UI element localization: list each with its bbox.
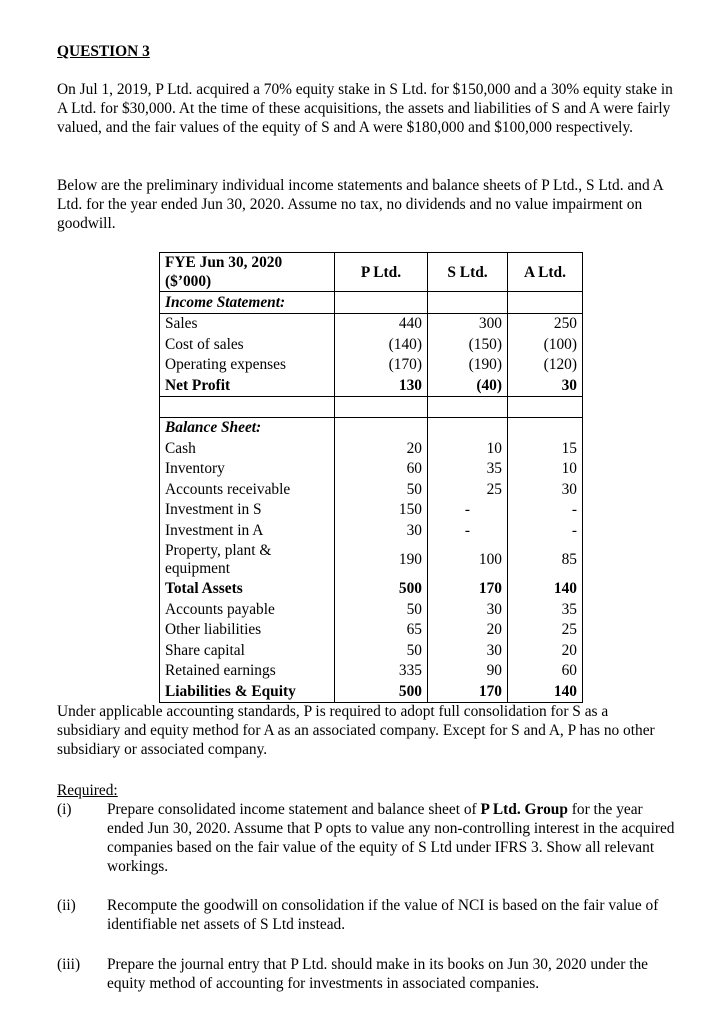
row-label: Operating expenses <box>160 355 335 376</box>
requirement-number: (ii) <box>57 897 76 914</box>
cell-a: 25 <box>508 620 583 641</box>
cell-p: 335 <box>335 661 428 682</box>
table-row <box>160 313 583 334</box>
cell-a: 20 <box>508 640 583 661</box>
cell-s: - <box>428 520 508 541</box>
intro-paragraph: On Jul 1, 2019, P Ltd. acquired a 70% equity stake in S Ltd. for $150,000 and a 30% equity stake in A Ltd. for $30,000. At the time of these acquisitions, the assets and liabilities of S and A were fairly valued, and the fair values of the equity of S and A were $180,000 and $100,000 respectively. <box>57 81 673 136</box>
cell-s: (40) <box>428 375 508 396</box>
requirement-number: (i) <box>57 801 72 818</box>
cell-s: 35 <box>428 459 508 480</box>
question-heading: QUESTION 3 <box>57 43 150 60</box>
row-label: Accounts payable <box>160 599 335 620</box>
cell-s: 10 <box>428 438 508 459</box>
cell-p: 50 <box>335 599 428 620</box>
cell-s: 90 <box>428 661 508 682</box>
requirement-text: Recompute the goodwill on consolidation if the value of NCI is based on the fair value of identifiable net assets of S Ltd instead. <box>107 897 659 933</box>
required-title: Required: <box>57 782 118 799</box>
cell-a: (100) <box>508 334 583 355</box>
cell-a: - <box>508 520 583 541</box>
table-row <box>160 438 583 459</box>
row-label: Liabilities & Equity <box>160 681 335 702</box>
row-label: Sales <box>160 313 335 334</box>
cell-p: 130 <box>335 375 428 396</box>
cell-a: 30 <box>508 375 583 396</box>
cell-s: 100 <box>428 541 508 579</box>
cell-s: 300 <box>428 313 508 334</box>
cell-p: 440 <box>335 313 428 334</box>
cell-s: - <box>428 500 508 521</box>
requirement-text: Prepare consolidated income statement and balance sheet of P Ltd. Group for the year ended Jun 30, 2020. Assume that P opts to value any non-controlling interest in the acquired companies based on the fair value of the equity of S Ltd under IFRS 3. Show all relevant workings. <box>107 801 675 875</box>
cell-p: 50 <box>335 640 428 661</box>
cell-a: 35 <box>508 599 583 620</box>
cell-p: 30 <box>335 520 428 541</box>
header-period: FYE Jun 30, 2020 ($’000) <box>160 253 335 292</box>
row-label: Share capital <box>160 640 335 661</box>
requirement-text: Prepare the journal entry that P Ltd. should make in its books on Jun 30, 2020 under the equity method of accounting for investments in associated companies. <box>107 956 649 992</box>
header-p-ltd: P Ltd. <box>335 253 428 292</box>
table-row <box>160 375 583 396</box>
requirement-item <box>57 800 677 876</box>
requirement-number: (iii) <box>57 956 81 973</box>
instructions-paragraph: Below are the preliminary individual income statements and balance sheets of P Ltd., S Ltd. and A Ltd. for the year ended Jun 30, 2020. Assume no tax, no dividends and no value impairment on goodwill. <box>57 177 663 232</box>
cell-s: 25 <box>428 479 508 500</box>
row-label: Cash <box>160 438 335 459</box>
income-statement-title: Income Statement: <box>160 292 335 314</box>
cell-p: 20 <box>335 438 428 459</box>
row-label: Inventory <box>160 459 335 480</box>
row-label: Net Profit <box>160 375 335 396</box>
cell-p: 190 <box>335 541 428 579</box>
cell-p: 50 <box>335 479 428 500</box>
cell-a: 30 <box>508 479 583 500</box>
requirement-item <box>57 896 677 934</box>
cell-s: 30 <box>428 640 508 661</box>
financial-statements-table <box>159 252 583 703</box>
cell-p: 65 <box>335 620 428 641</box>
cell-p: 60 <box>335 459 428 480</box>
row-label: Investment in A <box>160 520 335 541</box>
cell-s: 20 <box>428 620 508 641</box>
cell-a: 250 <box>508 313 583 334</box>
cell-s: (190) <box>428 355 508 376</box>
cell-s: 170 <box>428 681 508 702</box>
table-header-row <box>160 253 583 292</box>
cell-s: (150) <box>428 334 508 355</box>
row-label: Investment in S <box>160 500 335 521</box>
table-row <box>160 355 583 376</box>
table-row <box>160 620 583 641</box>
table-row <box>160 459 583 480</box>
balance-title-row <box>160 417 583 438</box>
table-row <box>160 661 583 682</box>
table-row <box>160 541 583 579</box>
balance-sheet-title: Balance Sheet: <box>160 417 335 438</box>
cell-a: 85 <box>508 541 583 579</box>
table-row <box>160 479 583 500</box>
cell-p: 150 <box>335 500 428 521</box>
cell-p: (140) <box>335 334 428 355</box>
cell-a: - <box>508 500 583 521</box>
table-row <box>160 599 583 620</box>
cell-a: 15 <box>508 438 583 459</box>
table-row <box>160 334 583 355</box>
table-row <box>160 681 583 702</box>
table-row <box>160 500 583 521</box>
header-s-ltd: S Ltd. <box>428 253 508 292</box>
cell-a: (120) <box>508 355 583 376</box>
cell-s: 170 <box>428 579 508 600</box>
table-row <box>160 640 583 661</box>
row-label: Accounts receivable <box>160 479 335 500</box>
cell-p: 500 <box>335 579 428 600</box>
row-label: Cost of sales <box>160 334 335 355</box>
income-title-row <box>160 292 583 314</box>
cell-a: 140 <box>508 579 583 600</box>
blank-row <box>160 396 583 417</box>
row-label: Other liabilities <box>160 620 335 641</box>
cell-a: 140 <box>508 681 583 702</box>
cell-p: 500 <box>335 681 428 702</box>
cell-s: 30 <box>428 599 508 620</box>
row-label: Property, plant & equipment <box>160 541 335 579</box>
cell-a: 10 <box>508 459 583 480</box>
row-label: Retained earnings <box>160 661 335 682</box>
requirement-item <box>57 955 677 993</box>
standards-paragraph: Under applicable accounting standards, P is required to adopt full consolidation for S as a subsidiary and equity method for A as an associated company. Except for S and A, P has no other subsidiary or associated company. <box>57 703 655 758</box>
cell-p: (170) <box>335 355 428 376</box>
table-row <box>160 520 583 541</box>
header-a-ltd: A Ltd. <box>508 253 583 292</box>
table-row <box>160 579 583 600</box>
row-label: Total Assets <box>160 579 335 600</box>
cell-a: 60 <box>508 661 583 682</box>
